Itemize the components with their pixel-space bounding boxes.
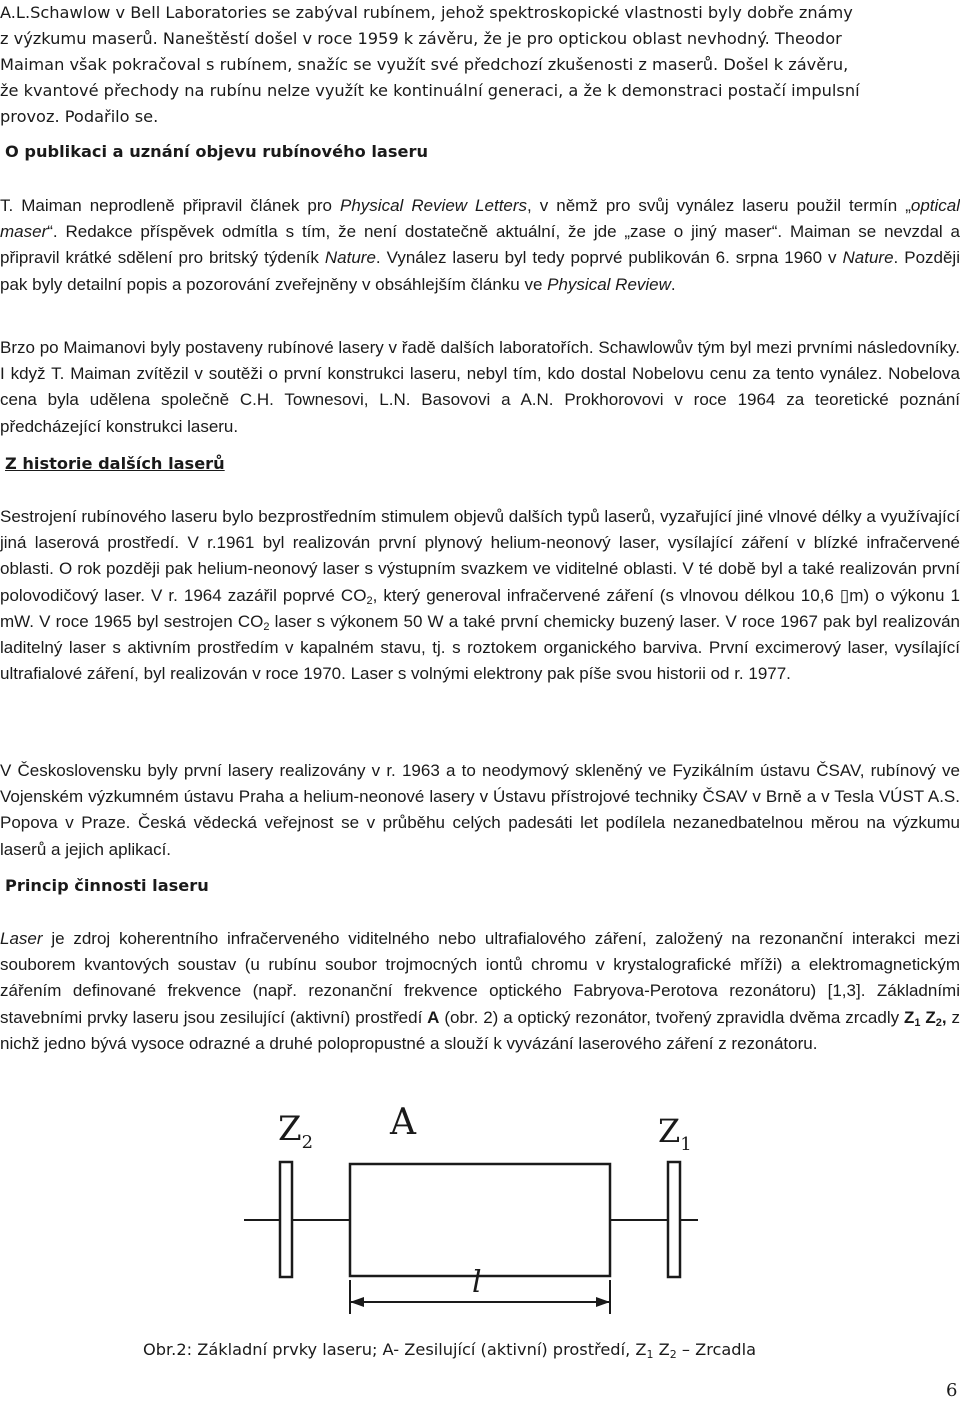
page-number: 6 <box>946 1380 958 1401</box>
italic-text: optical maser <box>0 196 960 242</box>
bold-text: Z <box>920 1007 936 1027</box>
text: . <box>670 274 676 294</box>
text-line: z výzkumu maserů. Naneštěstí došel v roce 1959 k závěru, že je pro optickou oblast nevhodný. Theodor <box>0 29 842 48</box>
italic-text: Laser <box>0 929 43 948</box>
subscript: 1 <box>646 1348 654 1361</box>
text: , který generoval infračervené záření (s vlnovou délkou 10,6 <box>372 585 840 605</box>
subscript: 2 <box>366 594 373 607</box>
text: m) o výkonu 1 mW. V roce 1965 byl sestrojen CO <box>0 585 960 631</box>
text: z nichž jedno bývá vysoce odrazné a druhé polopropustné a slouží k vyvázání laserového záření z rezonátoru. <box>0 1007 960 1053</box>
text: Z <box>653 1340 670 1359</box>
text-line: že kvantové přechody na rubínu nelze využít ke kontinuální generaci, a že k demonstraci postačí impulsní <box>0 81 860 100</box>
mirror-z1 <box>668 1162 680 1277</box>
nobel-paragraph: Brzo po Maimanovi byly postaveny rubínové lasery v řadě dalších laboratořích. Schawlowův tým byl mezi prvními následovníky. I když T. Maiman zvítězil v soutěži o první konstrukci laseru, nebyl tím, kdo dostal Nobelovu cenu za tento vynález. Nobelova cena byla udělena společně C.H. Townesovi, L.N. Basovovi a A.N. Prokhorovovi v roce 1964 za teoretické poznání předcházející konstrukci laseru. <box>0 338 960 436</box>
text: je zdroj koherentního infračerveného viditelného nebo ultrafialového záření, založený na rezonanční interakci mezi souborem kvantových soustav (u rubínu soubor trojmocných iontů chromu v krystalografické mříži) a elektromagnetickým zářením definované frekvence (např. rezonanční frekvence optického Fabryova-Perotova rezonátoru) [1,3]. Základními stavebními prvky laseru jsou zesilující (aktivní) prostředí <box>0 929 960 1027</box>
gain-medium <box>350 1164 610 1276</box>
arrow-left-icon <box>350 1297 364 1307</box>
history-paragraph <box>0 504 960 687</box>
subscript: 2 <box>935 1016 942 1029</box>
section-heading-history: Z historie dalších laserů <box>5 454 225 473</box>
bold-text: Z <box>903 1007 915 1027</box>
section-heading-publication: O publikaci a uznání objevu rubínového laseru <box>5 142 428 161</box>
text-line: Maiman však pokračoval s rubínem, snažíc se využít své předchozí zkušenosti z maserů. Došel k závěru, <box>0 55 849 74</box>
section-heading-principle: Princip činnosti laseru <box>5 876 209 895</box>
italic-text: Physical Review Letters <box>340 196 528 215</box>
text: . Vynález laseru byl tedy poprvé publikován 6. srpna 1960 v <box>375 248 843 268</box>
text: laser s výkonem 50 W a také první chemicky buzený laser. V roce 1967 pak byl realizován laditelný laser s aktivním prostředím v kapalném stavu, tj. s roztokem organického barviva. První excimerový laser, vysílající ultrafialové záření, byl realizován v roce 1970. Laser s volnými elektrony pak píše svou historii od r. 1977. <box>0 611 960 684</box>
label-length: l <box>472 1265 482 1300</box>
label-z2: $Z_2$ <box>278 1109 314 1153</box>
italic-text: Nature <box>324 248 376 268</box>
subscript: 2 <box>669 1348 677 1361</box>
bold-text: , <box>941 1007 947 1027</box>
text: (obr. 2) a optický rezonátor, tvořený zpravidla dvěma zrcadly <box>439 1007 904 1027</box>
subscript: 1 <box>914 1016 921 1029</box>
label-z1: $Z_1$ <box>658 1112 692 1155</box>
italic-text: Physical Review <box>547 274 671 294</box>
figure-caption <box>143 1340 756 1359</box>
mirror-z2 <box>280 1162 292 1277</box>
text-line: A.L.Schawlow v Bell Laboratories se zabýval rubínem, jehož spektroskopické vlastnosti byly dobře známy <box>0 3 853 22</box>
text: , v němž pro svůj vynález laseru použil termín „ <box>527 196 911 215</box>
bold-text: A <box>427 1007 440 1027</box>
arrow-right-icon <box>596 1297 610 1307</box>
text: Obr.2: Základní prvky laseru; A- Zesilující (aktivní) prostředí, Z <box>143 1340 647 1359</box>
italic-text: Nature <box>842 248 894 268</box>
text-line: provoz. Podařilo se. <box>0 107 159 126</box>
label-a: A <box>390 1102 416 1143</box>
text: . Později pak byly detailní popis a pozorování zveřejněny v obsáhlejším článku ve <box>0 248 960 294</box>
text: T. Maiman neprodleně připravil článek pro <box>0 196 341 215</box>
publication-paragraph <box>0 193 960 298</box>
text: – Zrcadla <box>676 1340 757 1359</box>
laser-diagram <box>240 1092 700 1322</box>
missing-glyph-icon: ▯ <box>839 585 850 605</box>
text: Sestrojení rubínového laseru bylo bezprostředním stimulem objevů dalších typů laserů, vyzařující jiné vlnové délky a využívající jiná laserová prostředí. V r.1961 byl realizován první plynový helium-neonový laser, vysílající záření v blízké infračervené oblasti. O rok později pak helium-neonový laser s výstupním svazkem ve viditelné oblasti. V té době byl a také realizován první polovodičový laser. V r. 1964 zazářil poprvé CO <box>0 507 960 605</box>
subscript: 2 <box>263 620 270 633</box>
czechoslovakia-paragraph: V Československu byly první lasery realizovány v r. 1963 a to neodymový skleněný ve Fyzikálním ústavu ČSAV, rubínový ve Vojenském výzkumném ústavu Praha a helium-neonové lasery v Ústavu přístrojové techniky ČSAV v Brně a v Tesla VÚST A.S. Popova v Praze. Česká vědecká veřejnost se v průběhu celých padesáti let podílela nezanedbatelnou měrou na výzkumu laserů a jejich aplikací. <box>0 761 960 859</box>
text: “. Redakce příspěvek odmítla s tím, že není dostatečně aktuální, že jde „zase o jiný maser“. Maiman se nevzdal a připravil krátké sdělení pro britský týdeník <box>0 222 960 268</box>
principle-paragraph <box>0 926 960 1057</box>
